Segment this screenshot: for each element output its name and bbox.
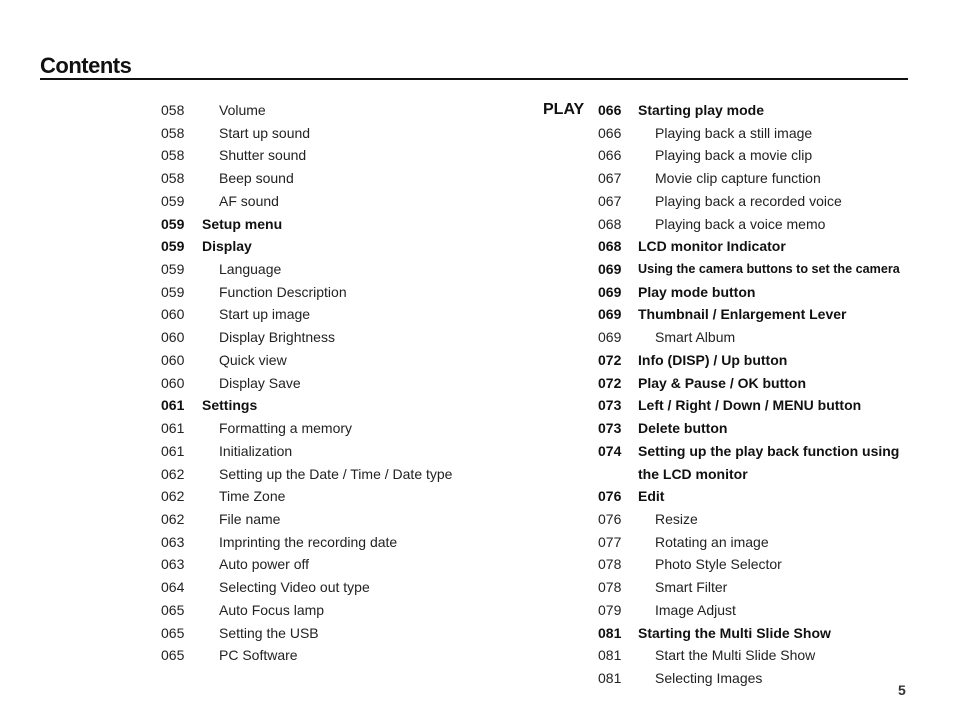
toc-entry-title: File name: [219, 510, 281, 527]
toc-entry-title: Start up sound: [219, 124, 311, 141]
toc-page-number: 061: [161, 442, 185, 459]
toc-entry-title: Rotating an image: [655, 533, 769, 550]
section-label-play: PLAY: [543, 101, 585, 118]
toc-entry-title: Shutter sound: [219, 147, 307, 164]
toc-entry-title: Resize: [655, 510, 698, 527]
toc-page-number: 059: [161, 261, 185, 278]
toc-page-number: 062: [161, 510, 185, 527]
toc-entry: [161, 599, 501, 622]
toc-page-number: 069: [598, 329, 622, 346]
toc-entry: [598, 122, 918, 145]
toc-entry-title: Image Adjust: [655, 601, 736, 618]
toc-entry-title: Playing back a recorded voice: [655, 192, 842, 209]
toc-page-number: 081: [598, 624, 622, 641]
toc-page-number: 073: [598, 397, 622, 414]
toc-page-number: 066: [598, 147, 622, 164]
toc-entry-title: Smart Album: [655, 329, 736, 346]
toc-entry: [598, 440, 918, 463]
toc-left-column: [161, 99, 501, 667]
toc-entry: [598, 235, 918, 258]
toc-entry: [598, 281, 918, 304]
toc-page-number: 076: [598, 510, 622, 527]
toc-page-number: 068: [598, 215, 622, 232]
toc-entry: [598, 372, 918, 395]
toc-entry-title: LCD monitor Indicator: [638, 238, 786, 255]
toc-entry-title: Formatting a memory: [219, 420, 353, 437]
toc-entry-title: Playing back a voice memo: [655, 215, 826, 232]
toc-entry-title: AF sound: [219, 192, 279, 209]
toc-page-number: 062: [161, 488, 185, 505]
toc-page-number: 058: [161, 147, 185, 164]
toc-entry: [598, 667, 918, 690]
toc-entry-title: Playing back a movie clip: [655, 147, 813, 164]
toc-page-number: 076: [598, 488, 622, 505]
toc-entry-title: Left / Right / Down / MENU button: [638, 397, 862, 414]
toc-entry: [161, 531, 501, 554]
toc-entry: [598, 326, 918, 349]
toc-page-number: 065: [161, 601, 185, 618]
toc-page-number: 065: [161, 647, 185, 664]
toc-entry-title: Auto Focus lamp: [219, 601, 325, 618]
toc-entry: [161, 622, 501, 645]
toc-entry-title: Starting the Multi Slide Show: [638, 624, 831, 641]
toc-entry: [161, 349, 501, 372]
toc-entry-title: Movie clip capture function: [655, 170, 821, 187]
page-number: 5: [898, 682, 906, 698]
toc-entry-title: Language: [219, 261, 282, 278]
toc-entry: [161, 122, 501, 145]
toc-entry: [161, 508, 501, 531]
toc-entry: [598, 394, 918, 417]
toc-entry: [598, 99, 918, 122]
toc-entry: [161, 235, 501, 258]
toc-page-number: 073: [598, 420, 622, 437]
toc-page-number: 081: [598, 647, 622, 664]
toc-entry: [161, 372, 501, 395]
toc-page-number: 065: [161, 624, 185, 641]
toc-entry-title: Setting up the play back function using: [638, 442, 900, 459]
toc-entry: [598, 167, 918, 190]
toc-entry-title: Play & Pause / OK button: [638, 374, 807, 391]
toc-entry-title: Starting play mode: [638, 102, 765, 118]
toc-entry: [598, 576, 918, 599]
toc-entry: [161, 258, 501, 281]
toc-page-number: 058: [161, 102, 185, 118]
toc-page-number: 069: [598, 283, 622, 300]
toc-entry-title: Selecting Images: [655, 669, 763, 686]
title-rule: [40, 78, 908, 80]
toc-entry-title: the LCD monitor: [638, 465, 748, 482]
toc-entry: [161, 463, 501, 486]
toc-entry-title: Beep sound: [219, 170, 294, 187]
toc-page-number: 060: [161, 351, 185, 368]
toc-page-number: 060: [161, 329, 185, 346]
toc-page-number: 059: [161, 192, 185, 209]
toc-entry-title: Quick view: [219, 351, 287, 368]
toc-entry: [598, 531, 918, 554]
toc-page-number: 061: [161, 420, 185, 437]
toc-entry: [161, 281, 501, 304]
toc-page-number: 060: [161, 306, 185, 323]
toc-entry: [598, 349, 918, 372]
toc-page-number: 067: [598, 170, 622, 187]
toc-entry: [161, 644, 501, 667]
toc-entry: [598, 417, 918, 440]
toc-page-number: 058: [161, 124, 185, 141]
toc-page-number: 062: [161, 465, 185, 482]
toc-entry-title: Function Description: [219, 283, 347, 300]
toc-entry-title: Play mode button: [638, 283, 756, 300]
toc-entry: [598, 258, 918, 281]
toc-page-number: 063: [161, 556, 185, 573]
toc-entry-title: Photo Style Selector: [655, 556, 782, 573]
toc-page-number: 066: [598, 124, 622, 141]
toc-entry: [161, 576, 501, 599]
toc-entry: [598, 508, 918, 531]
toc-entry: [598, 599, 918, 622]
toc-entry-title: Setting the USB: [219, 624, 319, 641]
toc-entry: [161, 167, 501, 190]
toc-page-number: 072: [598, 374, 622, 391]
toc-entry-title: Selecting Video out type: [219, 579, 370, 596]
toc-entry-title: Imprinting the recording date: [219, 533, 398, 550]
page-title: Contents: [40, 53, 132, 78]
toc-entry: [161, 303, 501, 326]
toc-page-number: 060: [161, 374, 185, 391]
toc-entry-title: Thumbnail / Enlargement Lever: [638, 306, 847, 323]
toc-page-number: 059: [161, 215, 185, 232]
toc-entry-title: Edit: [638, 488, 665, 505]
toc-entry: [161, 190, 501, 213]
toc-entry: [598, 644, 918, 667]
toc-page-number: 063: [161, 533, 185, 550]
toc-entry-title: Smart Filter: [655, 579, 728, 596]
toc-entry: [161, 485, 501, 508]
toc-page-number: 077: [598, 533, 622, 550]
toc-page-number: 079: [598, 601, 622, 618]
toc-entry-title: Volume: [219, 102, 266, 118]
toc-page-number: 058: [161, 170, 185, 187]
toc-entry-title: Setup menu: [202, 215, 283, 232]
toc-page-number: 078: [598, 556, 622, 573]
toc-entry: [161, 99, 501, 122]
toc-entry: [598, 213, 918, 236]
toc-entry-title: Using the camera buttons to set the camera: [638, 262, 900, 277]
toc-page-number: 067: [598, 192, 622, 209]
toc-entry-title: Setting up the Date / Time / Date type: [219, 465, 453, 482]
toc-page-number: 078: [598, 579, 622, 596]
toc-page-number: 066: [598, 102, 622, 118]
toc-entry: [161, 440, 501, 463]
toc-page-number: 064: [161, 579, 185, 596]
toc-entry-title: Info (DISP) / Up button: [638, 351, 788, 368]
toc-page-number: 081: [598, 669, 622, 686]
toc-page-number: 074: [598, 442, 622, 459]
toc-entry: [598, 144, 918, 167]
toc-entry: [161, 417, 501, 440]
toc-entry: [161, 394, 501, 417]
toc-page-number: 072: [598, 351, 622, 368]
toc-entry-title: Display Save: [219, 374, 301, 391]
toc-entry-title: Display Brightness: [219, 329, 335, 346]
toc-page-number: 059: [161, 283, 185, 300]
toc-entry-title: Playing back a still image: [655, 124, 813, 141]
toc-entry-title: Initialization: [219, 442, 293, 459]
toc-entry: [161, 326, 501, 349]
toc-right-column: [598, 99, 918, 690]
toc-entry-title: Delete button: [638, 420, 728, 437]
toc-entry: [161, 553, 501, 576]
toc-entry-title: Settings: [202, 397, 258, 414]
toc-entry-title: Time Zone: [219, 488, 286, 505]
toc-entry: [161, 144, 501, 167]
toc-entry-title: Display: [202, 238, 252, 255]
toc-page-number: 069: [598, 261, 622, 278]
toc-entry-title: PC Software: [219, 647, 298, 664]
toc-entry-title: Auto power off: [219, 556, 310, 573]
toc-entry: [598, 485, 918, 508]
toc-page-number: 068: [598, 238, 622, 255]
toc-entry-title: Start up image: [219, 306, 311, 323]
toc-entry: [598, 463, 918, 486]
toc-entry: [598, 303, 918, 326]
toc-entry: [598, 622, 918, 645]
toc-page-number: 069: [598, 306, 622, 323]
toc-page-number: 059: [161, 238, 185, 255]
toc-page-number: 061: [161, 397, 185, 414]
toc-entry: [598, 553, 918, 576]
toc-entry: [598, 190, 918, 213]
toc-entry: [161, 213, 501, 236]
toc-entry-title: Start the Multi Slide Show: [655, 647, 816, 664]
